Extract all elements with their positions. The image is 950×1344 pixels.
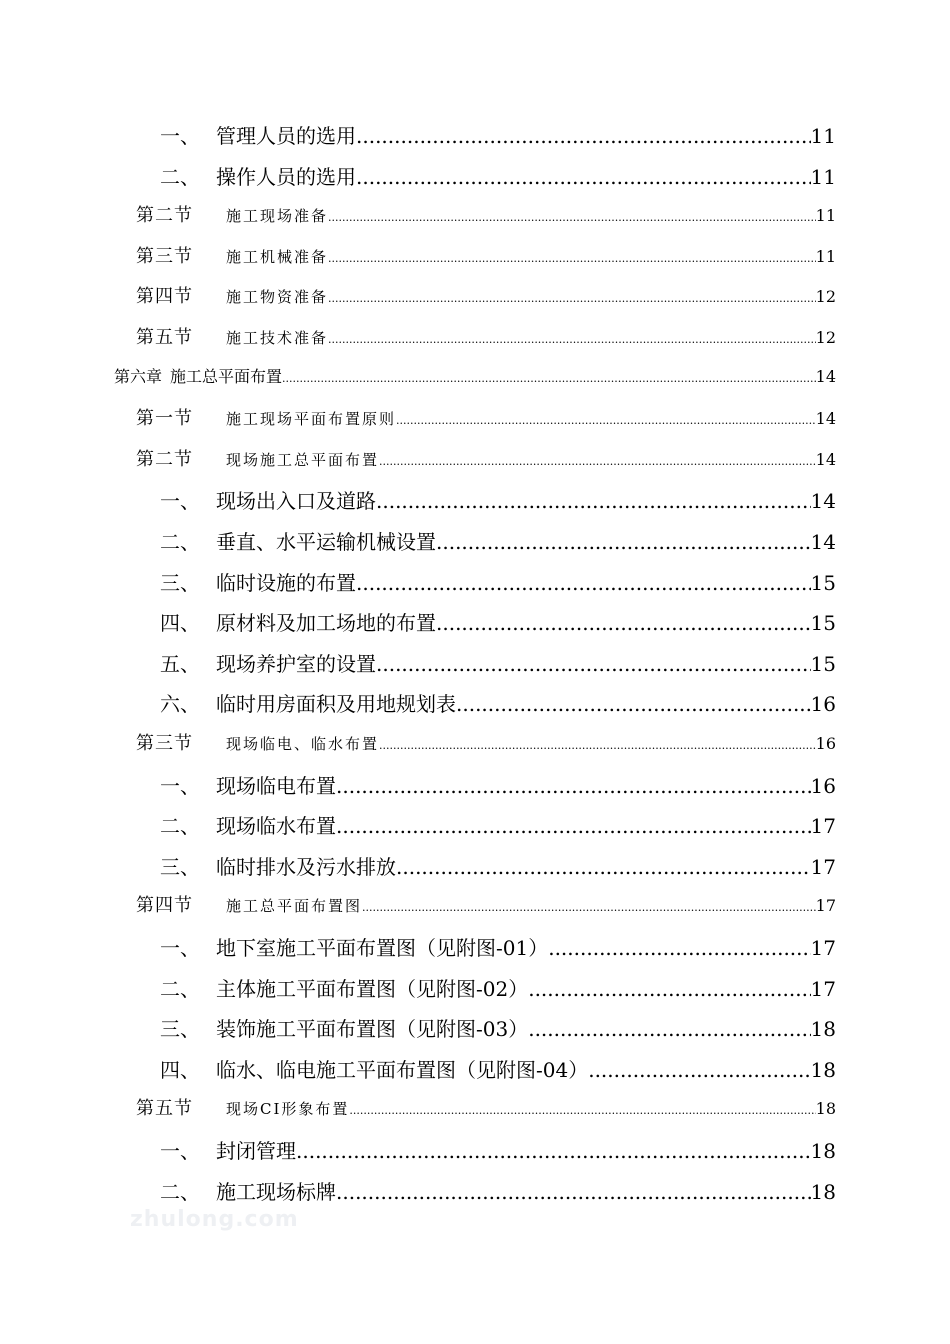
toc-entry-heading xyxy=(160,1054,588,1083)
toc-item xyxy=(160,567,836,607)
toc-item xyxy=(160,120,836,160)
dot-leader xyxy=(282,372,816,385)
toc-entry-heading xyxy=(160,770,336,799)
toc-entry-page: 15 xyxy=(810,651,836,676)
toc-entry-title: 临时排水及污水排放 xyxy=(216,854,396,879)
toc-entry-number: 第三节 xyxy=(136,733,193,754)
toc-item xyxy=(160,851,836,891)
toc-entry-heading xyxy=(160,485,376,514)
dot-leader xyxy=(456,692,811,716)
toc-entry-number: 二、 xyxy=(160,814,200,839)
dot-leader xyxy=(328,211,816,224)
toc-entry-page: 14 xyxy=(810,489,836,514)
toc-entry-page: 16 xyxy=(810,692,836,717)
toc-entry-heading xyxy=(160,851,396,880)
toc-entry-number: 三、 xyxy=(160,1017,200,1042)
toc-entry-number: 二、 xyxy=(160,530,200,554)
toc-entry-number: 五、 xyxy=(160,651,200,676)
toc-entry-title: 施工技术准备 xyxy=(226,329,329,347)
dot-leader xyxy=(356,571,811,595)
toc-entry-title: 主体施工平面布置图（见附图-02） xyxy=(216,976,529,1001)
toc-entry-title: 施工总平面布置 xyxy=(170,366,283,386)
toc-entry-number: 第五节 xyxy=(136,1098,193,1120)
toc-entry-title: 施工机械准备 xyxy=(226,247,329,266)
toc-entry-page: 18 xyxy=(815,1099,836,1119)
dot-leader xyxy=(376,652,811,676)
toc-chapter xyxy=(114,364,836,404)
toc-entry-number: 二、 xyxy=(160,1179,200,1204)
toc-entry-number: 第二节 xyxy=(136,448,193,470)
toc-entry-heading xyxy=(136,323,328,349)
toc-entry-heading xyxy=(114,364,282,387)
toc-entry-page: 14 xyxy=(815,449,836,469)
toc-section xyxy=(136,282,836,322)
toc-entry-page: 17 xyxy=(810,976,836,1001)
toc-entry-page: 16 xyxy=(815,734,836,753)
toc-entry-page: 15 xyxy=(810,611,836,636)
toc-entry-number: 第四节 xyxy=(136,286,193,308)
toc-entry-title: 现场出入口及道路 xyxy=(216,489,376,514)
toc-entry-heading xyxy=(160,567,356,596)
toc-entry-title: 施工物资准备 xyxy=(226,288,329,307)
dot-leader xyxy=(349,1104,815,1117)
toc-entry-number: 第三节 xyxy=(136,245,193,267)
toc-entry-number: 一、 xyxy=(160,1139,200,1163)
toc-entry-heading xyxy=(136,445,379,471)
toc-entry-title: 施工总平面布置图 xyxy=(226,897,363,916)
toc-entry-number: 第二节 xyxy=(136,205,193,227)
toc-entry-title: 施工现场准备 xyxy=(226,207,329,226)
toc-entry-heading xyxy=(136,201,328,227)
toc-entry-number: 一、 xyxy=(160,489,200,514)
toc-entry-heading xyxy=(160,161,356,190)
toc-entry-title: 现场CI形象布置 xyxy=(226,1100,350,1119)
toc-entry-page: 14 xyxy=(810,530,836,554)
toc-entry-page: 15 xyxy=(810,570,836,595)
dot-leader xyxy=(528,1017,810,1041)
toc-item xyxy=(160,648,836,688)
watermark: zhulong.com xyxy=(130,1207,299,1232)
toc-entry-heading xyxy=(160,648,376,677)
toc-item xyxy=(160,1135,836,1175)
toc-entry-page: 11 xyxy=(810,124,836,148)
toc-entry-number: 三、 xyxy=(160,570,200,595)
toc-entry-page: 16 xyxy=(810,773,836,798)
dot-leader xyxy=(328,252,816,265)
dot-leader xyxy=(379,739,816,752)
toc-entry-page: 12 xyxy=(815,287,836,307)
toc-entry-heading xyxy=(160,120,356,149)
toc-item xyxy=(160,770,836,810)
toc-entry-number: 第六章 xyxy=(114,366,163,386)
toc-entry-heading xyxy=(160,932,548,961)
toc-entry-heading xyxy=(160,1013,528,1042)
toc-item xyxy=(160,1013,836,1053)
toc-entry-heading xyxy=(160,1135,296,1164)
toc-entry-number: 第五节 xyxy=(136,327,193,348)
toc-entry-title: 管理人员的选用 xyxy=(216,124,356,148)
toc-section xyxy=(136,242,836,282)
toc-item xyxy=(160,688,836,728)
toc-entry-page: 14 xyxy=(815,366,836,386)
toc-entry-heading xyxy=(160,607,436,636)
dot-leader xyxy=(379,455,816,468)
toc-entry-number: 二、 xyxy=(160,976,200,1001)
toc-section xyxy=(136,323,836,363)
toc-item xyxy=(160,973,836,1013)
toc-entry-heading xyxy=(136,1094,349,1120)
toc-entry-page: 11 xyxy=(810,164,836,189)
toc-entry-number: 第四节 xyxy=(136,895,193,917)
toc-entry-title: 现场养护室的设置 xyxy=(216,651,376,676)
toc-section xyxy=(136,729,836,769)
toc-section xyxy=(136,1094,836,1134)
toc-entry-page: 17 xyxy=(810,814,836,839)
toc-item xyxy=(160,161,836,201)
dot-leader xyxy=(356,124,811,148)
toc-entry-number: 一、 xyxy=(160,936,200,960)
toc-entry-title: 现场施工总平面布置 xyxy=(226,450,380,469)
toc-entry-title: 施工现场平面布置原则 xyxy=(226,410,397,429)
toc-entry-page: 18 xyxy=(810,1057,836,1082)
toc-entry-heading xyxy=(160,973,528,1002)
toc-item xyxy=(160,932,836,972)
dot-leader xyxy=(356,165,811,189)
toc-entry-heading xyxy=(136,282,328,308)
toc-entry-heading xyxy=(160,810,336,839)
toc-entry-heading xyxy=(136,242,328,268)
toc-entry-heading xyxy=(136,891,362,917)
toc-entry-page: 17 xyxy=(815,896,836,916)
toc-section xyxy=(136,445,836,485)
toc-entry-title: 操作人员的选用 xyxy=(216,164,356,189)
toc-entry-heading xyxy=(136,729,379,755)
toc-entry-number: 六、 xyxy=(160,692,200,717)
toc-entry-title: 地下室施工平面布置图（见附图-01） xyxy=(216,936,549,960)
dot-leader xyxy=(336,1180,811,1204)
toc-entry-page: 17 xyxy=(810,854,836,879)
toc-entry-number: 四、 xyxy=(160,611,200,636)
toc-entry-page: 12 xyxy=(815,328,836,347)
toc-entry-title: 封闭管理 xyxy=(216,1139,296,1163)
toc-item xyxy=(160,607,836,647)
toc-entry-number: 二、 xyxy=(160,164,200,189)
toc-item xyxy=(160,810,836,850)
dot-leader xyxy=(336,814,811,838)
toc-entry-page: 11 xyxy=(815,206,836,226)
dot-leader xyxy=(328,292,816,305)
toc-entry-heading xyxy=(160,1176,336,1205)
toc-entry-title: 临时用房面积及用地规划表 xyxy=(216,692,456,717)
toc-entry-title: 施工现场标牌 xyxy=(216,1179,336,1204)
toc-entry-page: 18 xyxy=(810,1017,836,1042)
toc-entry-number: 一、 xyxy=(160,773,200,798)
toc-entry-title: 垂直、水平运输机械设置 xyxy=(216,530,436,554)
dot-leader xyxy=(328,333,816,346)
toc-entry-number: 一、 xyxy=(160,124,200,148)
dot-leader xyxy=(548,936,810,960)
toc-entry-number: 三、 xyxy=(160,854,200,879)
toc-entry-page: 18 xyxy=(810,1139,836,1163)
toc-entry-heading xyxy=(160,688,456,717)
dot-leader xyxy=(528,977,810,1001)
toc-entry-title: 临时设施的布置 xyxy=(216,570,356,595)
toc-entry-title: 临水、临电施工平面布置图（见附图-04） xyxy=(216,1057,589,1082)
toc-entry-title: 装饰施工平面布置图（见附图-03） xyxy=(216,1017,529,1042)
toc-item xyxy=(160,485,836,525)
toc-entry-heading xyxy=(136,404,396,430)
dot-leader xyxy=(336,774,811,798)
toc-entry-page: 18 xyxy=(810,1179,836,1204)
toc-entry-title: 现场临电布置 xyxy=(216,773,336,798)
toc-section xyxy=(136,201,836,241)
toc-entry-number: 四、 xyxy=(160,1057,200,1082)
dot-leader xyxy=(396,414,816,427)
dot-leader xyxy=(436,611,811,635)
dot-leader xyxy=(376,489,811,513)
dot-leader xyxy=(296,1139,811,1163)
dot-leader xyxy=(588,1058,810,1082)
toc-item xyxy=(160,526,836,566)
toc-entry-title: 现场临水布置 xyxy=(216,814,336,839)
toc-entry-page: 14 xyxy=(815,409,836,429)
toc-entry-page: 11 xyxy=(815,246,836,266)
toc-entry-page: 17 xyxy=(810,936,836,960)
toc-entry-title: 现场临电、临水布置 xyxy=(226,735,380,753)
toc-entry-title: 原材料及加工场地的布置 xyxy=(216,611,436,636)
toc-item xyxy=(160,1054,836,1094)
toc-section xyxy=(136,891,836,931)
toc-section xyxy=(136,404,836,444)
dot-leader xyxy=(362,901,816,914)
toc-entry-heading xyxy=(160,526,436,555)
toc-entry-number: 第一节 xyxy=(136,408,193,430)
dot-leader xyxy=(436,530,811,554)
dot-leader xyxy=(396,855,811,879)
